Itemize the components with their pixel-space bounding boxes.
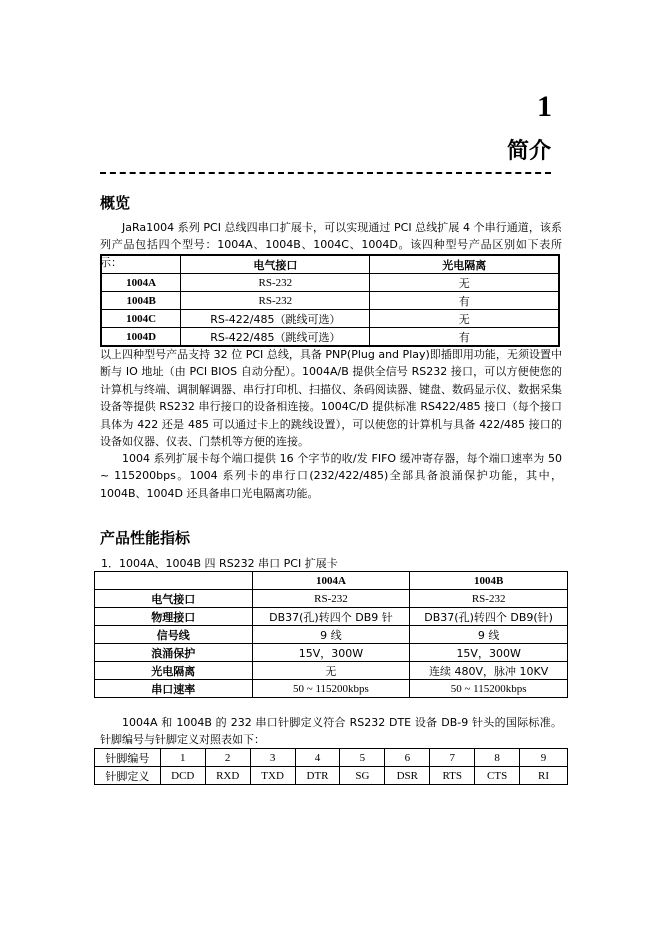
- spec-value-cell: 50 ~ 115200kbps: [252, 680, 410, 698]
- model-cell: 1004C: [101, 310, 181, 328]
- pin-number-cell: 1: [160, 749, 205, 767]
- model-comparison-table: [100, 254, 560, 347]
- pin-signal-cell: RI: [520, 767, 568, 785]
- interface-cell: RS-232: [181, 292, 370, 310]
- spec-value-cell: 无: [252, 662, 410, 680]
- spec-value-cell: 9 线: [410, 626, 568, 644]
- model-cell: 1004D: [101, 328, 181, 347]
- spec-value-cell: 50 ~ 115200kbps: [410, 680, 568, 698]
- isolation-cell: 有: [370, 328, 559, 347]
- table-header-cell: [101, 255, 181, 274]
- spec-value-cell: RS-232: [410, 590, 568, 608]
- chapter-title: 简介: [506, 139, 551, 164]
- spec-label-cell: 信号线: [95, 626, 253, 644]
- table-header-cell: [95, 572, 253, 590]
- overview-heading: 概览: [100, 194, 131, 212]
- specs-heading: 产品性能指标: [100, 529, 191, 547]
- table-header-cell: 光电隔离: [370, 255, 559, 274]
- pin-number-row: [95, 749, 568, 767]
- pin-definition-paragraph: 1004A 和 1004B 的 232 串口针脚定义符合 RS232 DTE 设备 DB-9 针头的国际标准。针脚编号与针脚定义对照表如下：: [100, 716, 562, 747]
- spec-value-cell: DB37(孔)转四个 DB9 针: [252, 608, 410, 626]
- pin-number-cell: 6: [385, 749, 430, 767]
- interface-cell: RS-232: [181, 274, 370, 292]
- table-row: [101, 310, 559, 328]
- spec-value-cell: DB37(孔)转四个 DB9(针): [410, 608, 568, 626]
- overview-intro-paragraph: JaRa1004 系列 PCI 总线四串口扩展卡，可以实现通过 PCI 总线扩展 4 个串行通道，该系列产品包括四个型号：1004A、1004B、1004C、1004D。该四种型号产品区别如下表所示：: [100, 221, 562, 269]
- pin-number-cell: 5: [340, 749, 385, 767]
- chapter-number: 1: [537, 90, 552, 123]
- pin-row-label: 针脚定义: [95, 767, 161, 785]
- spec-value-cell: 15V，300W: [410, 644, 568, 662]
- table-row: [95, 680, 568, 698]
- interface-cell: RS-422/485（跳线可选）: [181, 310, 370, 328]
- spec-value-cell: 连续 480V，脉冲 10KV: [410, 662, 568, 680]
- table-header-cell: 电气接口: [181, 255, 370, 274]
- spec-label-cell: 串口速率: [95, 680, 253, 698]
- pin-signal-cell: SG: [340, 767, 385, 785]
- isolation-cell: 无: [370, 310, 559, 328]
- table-row: [95, 626, 568, 644]
- isolation-cell: 有: [370, 292, 559, 310]
- pin-signal-cell: CTS: [475, 767, 520, 785]
- table-header-cell: 1004B: [410, 572, 568, 590]
- pin-number-cell: 2: [205, 749, 250, 767]
- spec-label-cell: 物理接口: [95, 608, 253, 626]
- pin-signal-row: [95, 767, 568, 785]
- table-row: [95, 608, 568, 626]
- pin-number-cell: 7: [430, 749, 475, 767]
- spec-value-cell: 9 线: [252, 626, 410, 644]
- table-header-row: [95, 572, 568, 590]
- table-row: [95, 662, 568, 680]
- table-row: [95, 644, 568, 662]
- interface-cell: RS-422/485（跳线可选）: [181, 328, 370, 347]
- pin-signal-cell: RTS: [430, 767, 475, 785]
- pin-number-cell: 3: [250, 749, 295, 767]
- table-row: [101, 328, 559, 347]
- table-header-row: [101, 255, 559, 274]
- spec-value-cell: 15V，300W: [252, 644, 410, 662]
- isolation-cell: 无: [370, 274, 559, 292]
- model-cell: 1004B: [101, 292, 181, 310]
- pin-number-cell: 9: [520, 749, 568, 767]
- model-cell: 1004A: [101, 274, 181, 292]
- pin-signal-cell: DSR: [385, 767, 430, 785]
- table-row: [95, 590, 568, 608]
- spec-label-cell: 电气接口: [95, 590, 253, 608]
- pin-definition-table: [94, 748, 568, 785]
- pin-signal-cell: DCD: [160, 767, 205, 785]
- pin-row-label: 针脚编号: [95, 749, 161, 767]
- spec-label-cell: 光电隔离: [95, 662, 253, 680]
- specs-subheading: 1．1004A、1004B 四 RS232 串口 PCI 扩展卡: [101, 557, 338, 570]
- dashed-divider: [100, 172, 551, 174]
- spec-value-cell: RS-232: [252, 590, 410, 608]
- pin-number-cell: 8: [475, 749, 520, 767]
- pin-signal-cell: TXD: [250, 767, 295, 785]
- table-header-cell: 1004A: [252, 572, 410, 590]
- overview-features-paragraph: 以上四种型号产品支持 32 位 PCI 总线，具备 PNP(Plug and Play)即插即用功能，无须设置中断与 IO 地址（由 PCI BIOS 自动分配）。1004A/B 提供全信号 RS232 接口，可以方便使您的计算机与终端、调制解调器、串行打印机、扫描仪、条码阅读器、键盘、数码显示仪、数据采集设备等提供 RS232 串行接口的设备相连接。1004C/D 提供标准 RS422/485 接口（每个接口具体为 422 还是 485 可以通过卡上的跳线设置），可以使您的计算机与具备 422/485 接口的设备如仪器、仪表、门禁机等方便的连接。: [100, 348, 562, 449]
- overview-fifo-paragraph: 1004 系列扩展卡每个端口提供 16 个字节的收/发 FIFO 缓冲寄存器，每个端口速率为 50 ~ 115200bps。1004 系列卡的串行口(232/422/485)全部具备浪涌保护功能，其中，1004B、1004D 还具备串口光电隔离功能。: [100, 452, 562, 500]
- table-row: [101, 292, 559, 310]
- specs-table: [94, 571, 568, 698]
- pin-signal-cell: RXD: [205, 767, 250, 785]
- table-row: [101, 274, 559, 292]
- spec-label-cell: 浪涌保护: [95, 644, 253, 662]
- pin-signal-cell: DTR: [295, 767, 340, 785]
- pin-number-cell: 4: [295, 749, 340, 767]
